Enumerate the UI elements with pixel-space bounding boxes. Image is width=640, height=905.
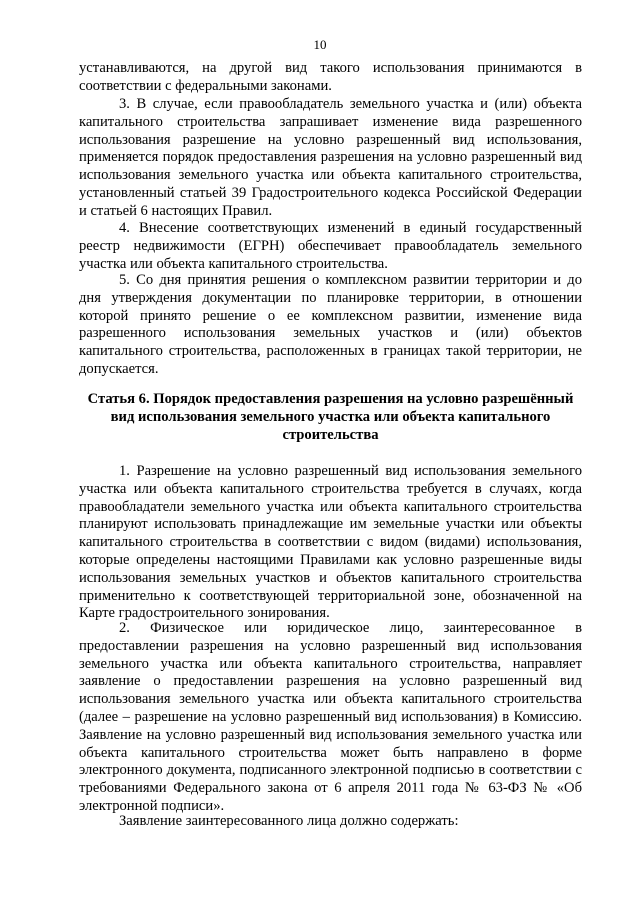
article-heading: Статья 6. Порядок предоставления разрешения на условно разрешённый вид использования земельного участка или объекта капитального строительства: [87, 391, 574, 443]
paragraph-item-5: 5. Со дня принятия решения о комплексном развитии территории и до дня утверждения документации по планировке территории, в отношении которой принято решение о ее комплексном развитии, изменение вида разрешенного использования земельных участков и (или) объектов капитального строительства, расположенных в границах такой территории, не допускается.: [79, 272, 582, 377]
article-paragraph-requirements: Заявление заинтересованного лица должно содержать:: [119, 813, 459, 829]
page-number: 10: [313, 37, 327, 52]
article-paragraph-2: 2. Физическое или юридическое лицо, заинтересованное в предоставлении разрешения на условно разрешенный вид использования земельного участка или объекта капитального строительства, направляет заявление о предоставлении разрешения на условно разрешенный вид использования земельного участка или объекта капитального строительства (далее – разрешение на условно разрешенный вид использования) в Комиссию. Заявление на условно разрешенный вид использования земельного участка или объекта капитального строительства может быть направлено в форме электронного документа, подписанного электронной подписью в соответствии с требованиями Федерального закона от 6 апреля 2011 года № 63-ФЗ № «Об электронной подписи».: [79, 620, 582, 814]
paragraph-item-3: 3. В случае, если правообладатель земельного участка и (или) объекта капитального строительства запрашивает изменение вида разрешенного использования разрешение на условно разрешенный вид использования, применяется порядок предоставления разрешения на условно разрешенный вид использования земельного участка или объекта капитального строительства, установленный статьей 39 Градостроительного кодекса Российской Федерации и статьей 6 настоящих Правил.: [79, 96, 582, 219]
article-paragraph-1: 1. Разрешение на условно разрешенный вид использования земельного участка или объекта капитального строительства требуется в случаях, когда правообладатели земельного участка или объекта капитального строительства планируют использовать принадлежащие им земельные участки или объекты капитального строительства в соответствии с видом (видами) использования, которые определены настоящими Правилами как условно разрешенные виды использования земельных участков и объектов капитального строительства применительно к соответствующей территориальной зоне, обозначенной на Карте градостроительного зонирования.: [79, 463, 582, 622]
paragraph-continuation: устанавливаются, на другой вид такого использования принимаются в соответствии с федеральными законами.: [79, 60, 582, 94]
paragraph-item-4: 4. Внесение соответствующих изменений в единый государственный реестр недвижимости (ЕГРН) обеспечивает правообладатель земельного участка или объекта капитального строительства.: [79, 220, 582, 272]
